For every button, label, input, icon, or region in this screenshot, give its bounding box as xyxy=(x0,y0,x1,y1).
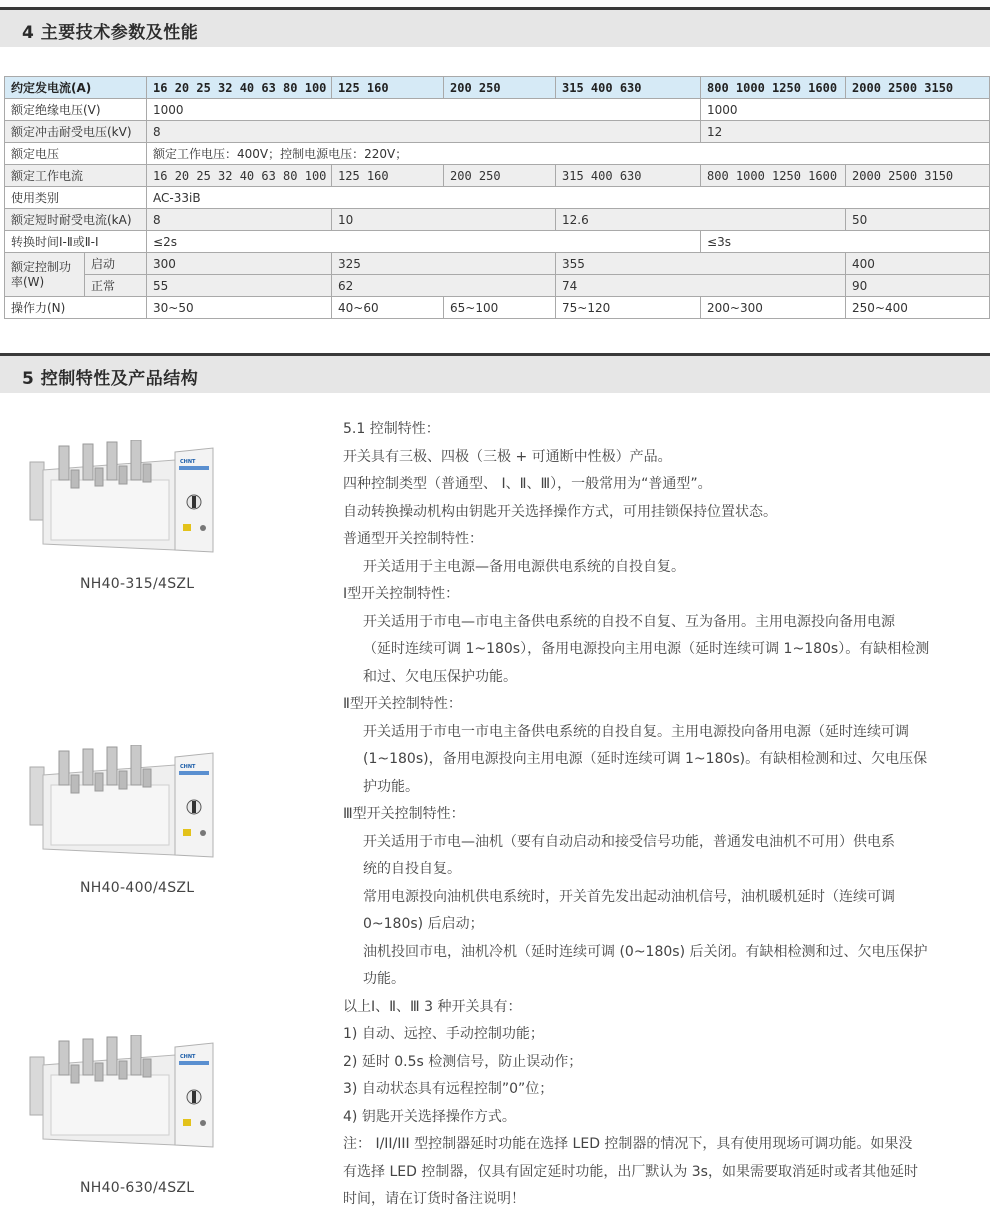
text-line: 自动转换操动机构由钥匙开关选择操作方式，可用挂锁保持位置状态。 xyxy=(343,503,777,520)
header-col: 315 400 630 xyxy=(556,77,701,99)
text-line: 常用电源投向油机供电系统时，开关首先发出起动油机信号，油机暖机延时（连续可调 xyxy=(363,888,895,905)
table-row xyxy=(5,187,990,209)
cell: 400 xyxy=(846,253,990,275)
cell: 10 xyxy=(332,209,556,231)
row-label: 额定短时耐受电流(kA) xyxy=(5,209,147,231)
section-5-title: 5 控制特性及产品结构 xyxy=(22,369,199,389)
cell: ≤3s xyxy=(701,231,990,253)
row-label: 额定工作电流 xyxy=(5,165,147,187)
row-label: 额定电压 xyxy=(5,143,147,165)
sub-label: 启动 xyxy=(85,253,147,275)
row-label: 使用类别 xyxy=(5,187,147,209)
cell: 90 xyxy=(846,275,990,297)
row-label: 额定冲击耐受电压(kV) xyxy=(5,121,147,143)
header-col: 2000 2500 3150 xyxy=(846,77,990,99)
cell: 200~300 xyxy=(701,297,846,319)
product-image-400 xyxy=(25,745,245,865)
table-row xyxy=(5,121,990,143)
cell: ≤2s xyxy=(147,231,701,253)
row-label: 额定控制功率(W) xyxy=(5,253,85,297)
text-line: 开关适用于市电—油机（要有自动启动和接受信号功能，普通发电油机不可用）供电系 xyxy=(363,833,895,850)
text-line: Ⅲ型开关控制特性： xyxy=(343,806,465,822)
cell: 800 1000 1250 1600 xyxy=(701,165,846,187)
text-line: 油机投回市电，油机冷机（延时连续可调 (0~180s) 后关闭。有缺相检测和过、欠电压保护 xyxy=(363,943,928,960)
text-line: 注： I/II/III 型控制器延时功能在选择 LED 控制器的情况下，具有使用现场可调功能。如果没 xyxy=(343,1136,913,1152)
cell: 125 160 xyxy=(332,165,444,187)
text-line: 和过、欠电压保护功能。 xyxy=(363,668,517,685)
cell: 74 xyxy=(556,275,846,297)
cell: 8 xyxy=(147,121,701,143)
text-line: 开关具有三极、四极（三极 + 可通断中性极）产品。 xyxy=(343,448,672,465)
product-caption: NH40-315/4SZL xyxy=(80,576,195,592)
brand-logo: CHNT xyxy=(180,459,196,465)
text-line: 以上Ⅰ、Ⅱ、Ⅲ 3 种开关具有： xyxy=(343,998,522,1015)
table-row xyxy=(5,143,990,165)
text-line: 2) 延时 0.5s 检测信号，防止误动作； xyxy=(343,1053,583,1070)
section-4-header xyxy=(0,7,990,47)
section-5-header xyxy=(0,353,990,393)
text-line: 四种控制类型（普通型、 Ⅰ、Ⅱ、Ⅲ），一般常用为“普通型”。 xyxy=(343,476,712,492)
text-line: Ⅰ型开关控制特性： xyxy=(343,586,460,602)
header-col: 200 250 xyxy=(444,77,556,99)
text-line: 护功能。 xyxy=(363,778,419,795)
table-row xyxy=(5,165,990,187)
cell: 200 250 xyxy=(444,165,556,187)
product-image-315 xyxy=(25,440,245,560)
product-image-630 xyxy=(25,1035,245,1155)
text-line: （延时连续可调 1~180s），备用电源投向主用电源（延时连续可调 1~180s）。有缺相检测 xyxy=(363,641,930,657)
header-col: 16 20 25 32 40 63 80 100 xyxy=(147,77,332,99)
table-header-row xyxy=(5,77,990,99)
text-line: 时间，请在订货时备注说明！ xyxy=(343,1191,525,1207)
table-row xyxy=(5,253,990,275)
row-label: 转换时间Ⅰ-Ⅱ或Ⅱ-Ⅰ xyxy=(5,231,147,253)
row-label: 额定绝缘电压(V) xyxy=(5,99,147,121)
sub-label: 正常 xyxy=(85,275,147,297)
text-line: Ⅱ型开关控制特性： xyxy=(343,696,462,712)
table-row xyxy=(5,275,990,297)
table-row xyxy=(5,209,990,231)
text-line: 开关适用于市电—市电主备供电系统的自投不自复、互为备用。主用电源投向备用电源 xyxy=(363,613,895,630)
cell: 55 xyxy=(147,275,332,297)
text-line: 有选择 LED 控制器，仅具有固定延时功能，出厂默认为 3s，如果需要取消延时或者其他延时 xyxy=(343,1163,918,1180)
cell: 250~400 xyxy=(846,297,990,319)
text-line: 0~180s) 后启动； xyxy=(363,916,484,932)
header-col: 125 160 xyxy=(332,77,444,99)
text-line: 开关适用于主电源—备用电源供电系统的自投自复。 xyxy=(363,558,685,575)
cell: 1000 xyxy=(701,99,990,121)
cell: 40~60 xyxy=(332,297,444,319)
cell: 额定工作电压：400V；控制电源电压：220V； xyxy=(147,143,990,165)
text-line: 统的自投自复。 xyxy=(363,861,461,877)
text-line: 开关适用于市电一市电主备供电系统的自投自复。主用电源投向备用电源（延时连续可调 xyxy=(363,723,909,740)
cell: 65~100 xyxy=(444,297,556,319)
cell: 30~50 xyxy=(147,297,332,319)
text-line: 功能。 xyxy=(363,971,405,987)
table-row xyxy=(5,297,990,319)
product-caption: NH40-630/4SZL xyxy=(80,1180,195,1196)
header-label: 约定发电流(A) xyxy=(5,77,147,99)
cell: 16 20 25 32 40 63 80 100 xyxy=(147,165,332,187)
cell: 2000 2500 3150 xyxy=(846,165,990,187)
cell: 355 xyxy=(556,253,846,275)
cell: 1000 xyxy=(147,99,701,121)
cell: 62 xyxy=(332,275,556,297)
text-line: 3) 自动状态具有远程控制”0”位； xyxy=(343,1081,554,1097)
cell: 75~120 xyxy=(556,297,701,319)
table-row xyxy=(5,231,990,253)
text-line: (1~180s)，备用电源投向主用电源（延时连续可调 1~180s)。有缺相检测和过、欠电压保 xyxy=(363,751,928,767)
text-line: 4) 钥匙开关选择操作方式。 xyxy=(343,1108,516,1125)
header-col: 800 1000 1250 1600 xyxy=(701,77,846,99)
cell: AC-33iB xyxy=(147,187,990,209)
table-row xyxy=(5,99,990,121)
section-4-title: 4 主要技术参数及性能 xyxy=(22,23,199,43)
cell: 8 xyxy=(147,209,332,231)
product-caption: NH40-400/4SZL xyxy=(80,880,195,896)
spec-table xyxy=(4,76,990,319)
text-line: 普通型开关控制特性： xyxy=(343,531,483,547)
brand-logo: CHNT xyxy=(180,1054,196,1060)
cell: 12 xyxy=(701,121,990,143)
control-characteristics-text xyxy=(343,416,988,1214)
text-line: 1) 自动、远控、手动控制功能； xyxy=(343,1026,544,1042)
cell: 325 xyxy=(332,253,556,275)
cell: 12.6 xyxy=(556,209,846,231)
cell: 315 400 630 xyxy=(556,165,701,187)
text-line: 5.1 控制特性： xyxy=(343,421,440,437)
brand-logo: CHNT xyxy=(180,764,196,770)
row-label: 操作力(N) xyxy=(5,297,147,319)
cell: 50 xyxy=(846,209,990,231)
cell: 300 xyxy=(147,253,332,275)
